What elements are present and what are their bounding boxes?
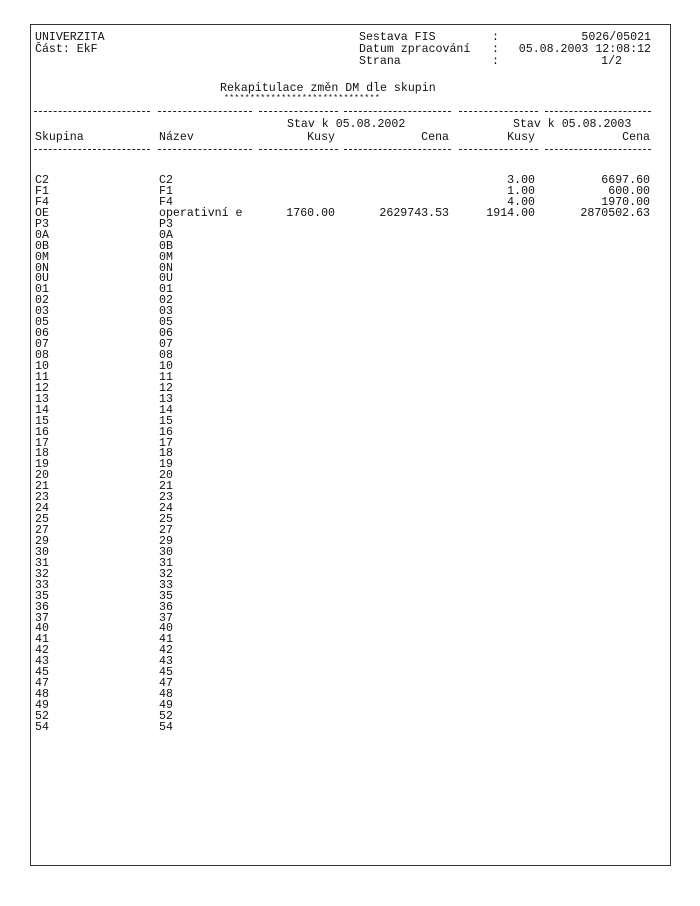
cell-group: 23 — [35, 491, 49, 505]
cell-group: 01 — [35, 283, 49, 297]
header-colon: : — [492, 43, 499, 56]
cell-group: 48 — [35, 688, 49, 702]
org-name: UNIVERZITA — [35, 31, 105, 44]
cell-name: 33 — [159, 578, 173, 592]
cell-name: F1 — [159, 184, 173, 198]
cell-name: 10 — [159, 359, 173, 373]
report-id-label: Sestava FIS — [359, 31, 436, 44]
table-row — [31, 219, 672, 230]
cell-name: 16 — [159, 425, 173, 439]
cell-price-2003: 6697.60 — [601, 174, 650, 187]
col-group-header: Skupina — [35, 131, 84, 144]
cell-group: 05 — [35, 316, 49, 330]
separator-dash — [545, 149, 651, 150]
cell-name: 0B — [159, 239, 173, 253]
cell-name: P3 — [159, 217, 173, 231]
table-row — [31, 613, 672, 624]
table-row — [31, 284, 672, 295]
separator-dash — [34, 111, 150, 112]
table-row — [31, 503, 672, 514]
cell-name: 41 — [159, 633, 173, 647]
cell-group: 41 — [35, 633, 49, 647]
separator-dash — [545, 111, 651, 112]
table-row — [31, 394, 672, 405]
table-row — [31, 339, 672, 350]
cell-group: 07 — [35, 338, 49, 352]
report-table-body — [31, 175, 672, 733]
table-row — [31, 241, 672, 252]
cell-price-2003: 1970.00 — [601, 195, 650, 209]
cell-name: 01 — [159, 283, 173, 297]
cell-group: 08 — [35, 349, 49, 362]
table-row — [31, 536, 672, 547]
report-title: Rekapitulace změn DM dle skupin — [220, 82, 436, 95]
cell-name: 15 — [159, 414, 173, 428]
cell-name: operativní e — [159, 206, 243, 220]
table-row — [31, 722, 672, 733]
table-row — [31, 372, 672, 383]
cell-group: 16 — [35, 425, 49, 439]
cell-group: 13 — [35, 392, 49, 406]
table-row — [31, 580, 672, 591]
table-row — [31, 427, 672, 438]
cell-name: 52 — [159, 709, 173, 723]
cell-group: 35 — [35, 589, 49, 603]
cell-name: 06 — [159, 327, 173, 341]
cell-name: 20 — [159, 469, 173, 483]
cell-name: 05 — [159, 316, 173, 330]
cell-name: 0M — [159, 250, 173, 264]
cell-name: 17 — [159, 436, 173, 450]
cell-qty-2003: 4.00 — [507, 195, 535, 209]
cell-name: 23 — [159, 491, 173, 505]
cell-group: 03 — [35, 305, 49, 319]
table-row — [31, 295, 672, 306]
table-row — [31, 350, 672, 361]
period-2003-header: Stav k 05.08.2003 — [513, 118, 632, 131]
cell-price-2003: 2870502.63 — [580, 206, 650, 220]
table-row — [31, 230, 672, 241]
separator-dash — [344, 111, 451, 112]
cell-group: 19 — [35, 458, 49, 472]
table-row — [31, 569, 672, 580]
col-qty-2002-header: Kusy — [307, 131, 335, 144]
table-row — [31, 525, 672, 536]
cell-group: 21 — [35, 480, 49, 494]
separator-dash — [34, 149, 150, 150]
col-price-2003-header: Cena — [622, 131, 650, 144]
table-row — [31, 678, 672, 689]
cell-group: 40 — [35, 622, 49, 636]
table-row — [31, 689, 672, 700]
table-row — [31, 317, 672, 328]
cell-group: 43 — [35, 655, 49, 669]
cell-price-2003: 600.00 — [608, 184, 650, 198]
cell-name: 35 — [159, 589, 173, 603]
cell-group: 11 — [35, 370, 49, 384]
table-row — [31, 405, 672, 416]
cell-group: 20 — [35, 469, 49, 483]
table-row — [31, 252, 672, 263]
table-row — [31, 328, 672, 339]
table-row — [31, 623, 672, 634]
table-row — [31, 547, 672, 558]
cell-group: 17 — [35, 436, 49, 450]
cell-name: 02 — [159, 294, 173, 308]
table-row — [31, 700, 672, 711]
cell-group: 10 — [35, 359, 49, 373]
cell-name: 13 — [159, 392, 173, 406]
cell-group: 12 — [35, 381, 49, 395]
cell-name: 40 — [159, 622, 173, 636]
cell-name: 21 — [159, 480, 173, 494]
cell-group: 49 — [35, 699, 49, 712]
title-underline: ****************************** — [224, 94, 381, 103]
cell-group: 54 — [35, 720, 49, 734]
table-row — [31, 438, 672, 449]
header-colon: : — [492, 31, 499, 44]
table-row — [31, 667, 672, 678]
table-row — [31, 481, 672, 492]
table-row — [31, 459, 672, 470]
cell-group: 30 — [35, 545, 49, 559]
separator-dash — [158, 111, 252, 112]
org-part: Část: EkF — [35, 43, 98, 56]
table-row — [31, 492, 672, 503]
report-page — [30, 24, 671, 866]
cell-group: 27 — [35, 524, 49, 537]
col-name-header: Název — [159, 131, 194, 144]
cell-name: 27 — [159, 524, 173, 537]
cell-group: 45 — [35, 666, 49, 680]
cell-name: 19 — [159, 458, 173, 472]
cell-name: 14 — [159, 403, 173, 417]
cell-qty-2003: 1914.00 — [486, 206, 535, 220]
separator-dash — [158, 149, 252, 150]
cell-group: OE — [35, 206, 49, 220]
cell-group: 0N — [35, 261, 49, 275]
cell-name: 48 — [159, 688, 173, 702]
cell-group: 33 — [35, 578, 49, 592]
table-row — [31, 361, 672, 372]
cell-group: 29 — [35, 534, 49, 548]
cell-group: 24 — [35, 502, 49, 516]
cell-name: 03 — [159, 305, 173, 319]
cell-qty-2003: 3.00 — [507, 174, 535, 187]
cell-price-2002: 2629743.53 — [379, 206, 449, 220]
table-row — [31, 273, 672, 284]
processing-date-label: Datum zpracování — [359, 43, 471, 56]
cell-name: 24 — [159, 502, 173, 516]
table-row — [31, 383, 672, 394]
period-2002-header: Stav k 05.08.2002 — [287, 118, 406, 131]
cell-name: 25 — [159, 513, 173, 527]
table-row — [31, 306, 672, 317]
cell-name: 07 — [159, 338, 173, 352]
separator-dash — [459, 111, 538, 112]
cell-group: 18 — [35, 447, 49, 461]
cell-name: 18 — [159, 447, 173, 461]
table-row — [31, 602, 672, 613]
cell-name: 0A — [159, 228, 173, 242]
table-row — [31, 711, 672, 722]
cell-name: 47 — [159, 677, 173, 691]
cell-group: 0A — [35, 228, 49, 242]
col-qty-2003-header: Kusy — [507, 131, 535, 144]
cell-name: 08 — [159, 349, 173, 362]
separator-dash — [459, 149, 538, 150]
cell-group: 37 — [35, 611, 49, 625]
cell-group: C2 — [35, 174, 49, 187]
col-price-2002-header: Cena — [421, 131, 449, 144]
page-number-label: Strana — [359, 55, 401, 68]
cell-group: 36 — [35, 600, 49, 614]
cell-group: 25 — [35, 513, 49, 527]
cell-name: 54 — [159, 720, 173, 734]
cell-qty-2003: 1.00 — [507, 184, 535, 198]
cell-name: C2 — [159, 174, 173, 187]
cell-group: 14 — [35, 403, 49, 417]
table-row — [31, 634, 672, 645]
cell-name: 45 — [159, 666, 173, 680]
cell-group: 32 — [35, 567, 49, 581]
table-row — [31, 208, 672, 219]
table-row — [31, 645, 672, 656]
table-row — [31, 514, 672, 525]
cell-name: 0U — [159, 272, 173, 286]
table-row — [31, 416, 672, 427]
cell-group: 52 — [35, 709, 49, 723]
table-row — [31, 656, 672, 667]
separator-dash — [259, 149, 338, 150]
cell-group: F1 — [35, 184, 49, 198]
cell-group: 0M — [35, 250, 49, 264]
cell-group: P3 — [35, 217, 49, 231]
cell-group: 31 — [35, 556, 49, 570]
cell-name: F4 — [159, 195, 173, 209]
page-number-value: 1/2 — [601, 55, 622, 68]
cell-group: 42 — [35, 644, 49, 658]
cell-name: 37 — [159, 611, 173, 625]
table-row — [31, 558, 672, 569]
header-colon: : — [492, 55, 499, 68]
separator-dash — [344, 149, 451, 150]
cell-name: 31 — [159, 556, 173, 570]
cell-group: 47 — [35, 677, 49, 691]
cell-name: 12 — [159, 381, 173, 395]
table-row — [31, 263, 672, 274]
cell-name: 36 — [159, 600, 173, 614]
cell-group: 06 — [35, 327, 49, 341]
cell-group: 0B — [35, 239, 49, 253]
cell-name: 42 — [159, 644, 173, 658]
cell-name: 49 — [159, 699, 173, 712]
cell-name: 43 — [159, 655, 173, 669]
cell-name: 0N — [159, 261, 173, 275]
cell-group: 02 — [35, 294, 49, 308]
table-row — [31, 448, 672, 459]
cell-group: 15 — [35, 414, 49, 428]
cell-name: 11 — [159, 370, 173, 384]
processing-date-value: 05.08.2003 12:08:12 — [518, 43, 651, 56]
cell-group: F4 — [35, 195, 49, 209]
cell-qty-2002: 1760.00 — [286, 206, 335, 220]
separator-dash — [259, 111, 338, 112]
report-id-value: 5026/05021 — [581, 31, 651, 44]
cell-name: 29 — [159, 534, 173, 548]
cell-name: 32 — [159, 567, 173, 581]
table-row — [31, 470, 672, 481]
table-row — [31, 591, 672, 602]
cell-group: 0U — [35, 272, 49, 286]
cell-name: 30 — [159, 545, 173, 559]
